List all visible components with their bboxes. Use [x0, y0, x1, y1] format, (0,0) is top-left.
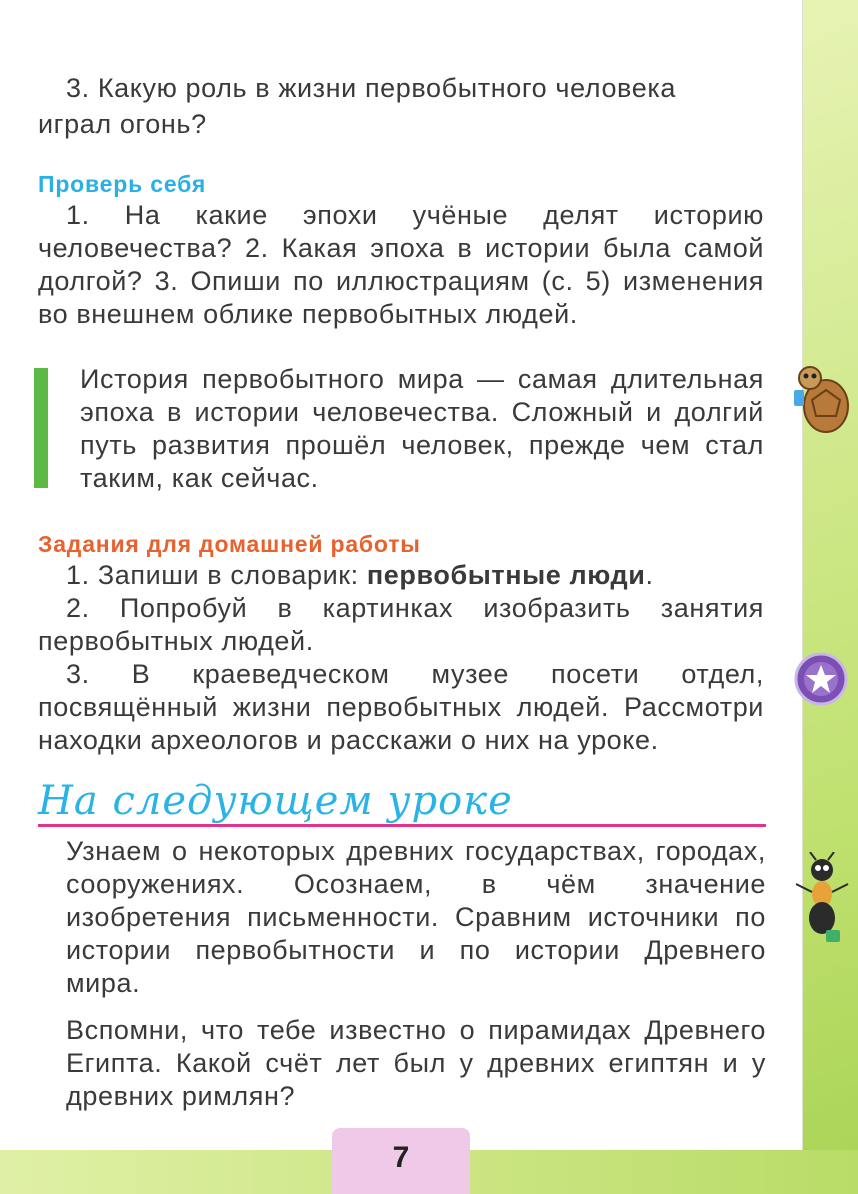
summary-marker-bar [34, 368, 48, 488]
next-lesson-text: Узнаем о некоторых древних государствах, городах, сооружениях. Осознаем, в чём значение изобретения письменности. Сравним источники по истории первобытности и по истории Древнего мира. [66, 836, 766, 998]
homework-heading: Задания для домашней работы [38, 531, 421, 557]
check-yourself-text: 1. На какие эпохи учёные делят историю человечества? 2. Какая эпоха в истории была самой долгой? 3. Опиши по иллюстрациям (с. 5) изменения во внешнем облике первобытных людей. [38, 200, 764, 329]
next-lesson-underline [38, 824, 766, 827]
page-number: 7 [332, 1128, 470, 1194]
next-lesson-heading: На следующем уроке [38, 778, 513, 824]
ant-mascot-icon [790, 852, 852, 952]
homework-task-1-suffix: . [645, 560, 654, 590]
page-margin-decoration [802, 0, 858, 1194]
question-line-2: играл огонь? [38, 109, 207, 139]
question-line-1: 3. Какую роль в жизни первобытного человека [66, 73, 676, 103]
homework-task-1 [66, 559, 766, 592]
star-badge-icon [794, 652, 848, 706]
homework-task-3: 3. В краеведческом музее посети отдел, посвящённый жизни первобытных людей. Рассмотри находки археологов и расскажи о них на уроке. [38, 659, 764, 755]
homework-task-2: 2. Попробуй в картинках изобразить занятия первобытных людей. [38, 593, 764, 656]
homework-task-1-prefix: 1. Запиши в словарик: [66, 560, 367, 590]
turtle-mascot-icon [790, 360, 852, 440]
summary-text: История первобытного мира — самая длительная эпоха в истории человечества. Сложный и долгий путь развития прошёл человек, прежде чем стал таким, как сейчас. [80, 364, 764, 493]
check-yourself-heading: Проверь себя [38, 171, 207, 197]
recall-text: Вспомни, что тебе известно о пирамидах Древнего Египта. Какой счёт лет был у древних египтян и у древних римлян? [66, 1015, 766, 1111]
homework-task-1-term: первобытные люди [366, 560, 646, 590]
